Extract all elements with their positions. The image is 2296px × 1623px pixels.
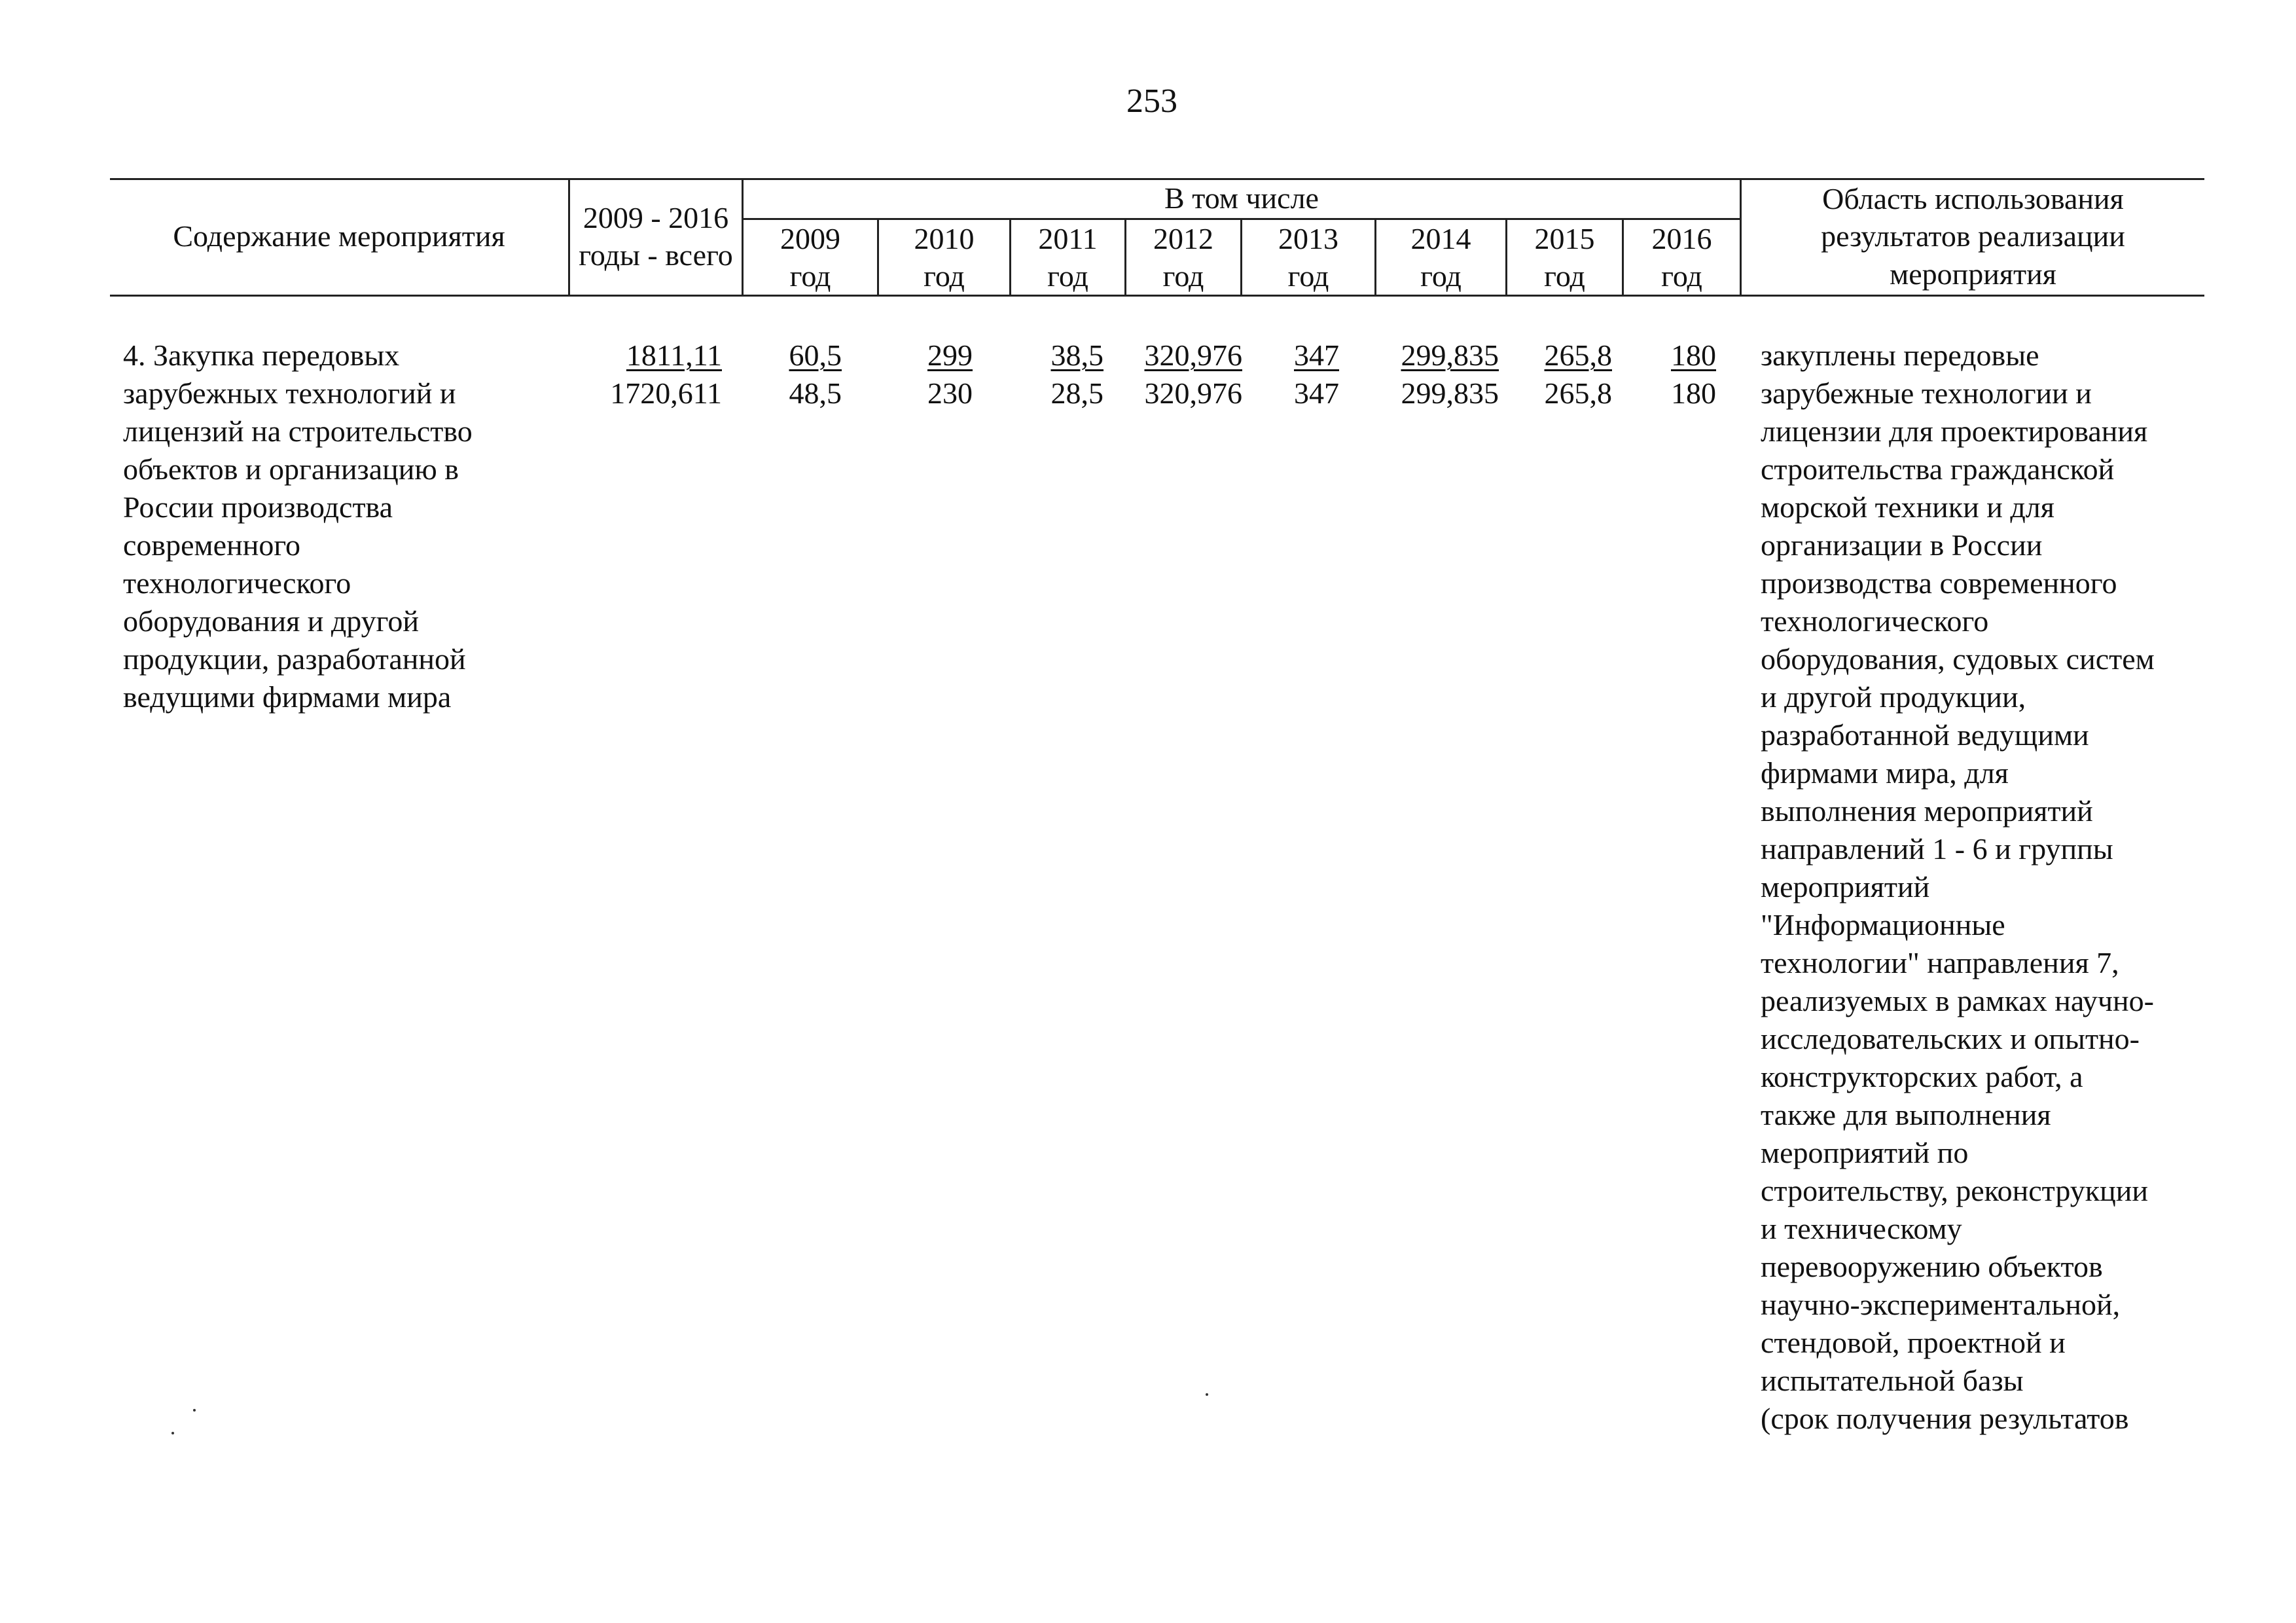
header-area — [1742, 178, 2204, 295]
header-total — [570, 178, 742, 295]
value-2015-bottom: 265,8 — [1544, 376, 1612, 410]
row-area-text — [1761, 337, 2155, 1438]
area-line: выполнения мероприятий — [1761, 794, 2093, 828]
header-year-2014 — [1376, 220, 1505, 295]
year-label: 2011 — [1038, 221, 1098, 255]
header-year-2016 — [1624, 220, 1740, 295]
year-unit: год — [1420, 259, 1462, 293]
area-line: морской техники и для — [1761, 490, 2054, 524]
year-unit: год — [924, 259, 965, 293]
header-content-label: Содержание мероприятия — [173, 219, 505, 253]
value-2013-top: 347 — [1294, 338, 1339, 372]
area-line: также для выполнения — [1761, 1098, 2051, 1131]
row-content-text — [123, 337, 473, 716]
area-line: научно-экспериментальной, — [1761, 1288, 2121, 1321]
value-2011-bottom: 28,5 — [1050, 376, 1103, 410]
header-area-line-3: мероприятия — [1890, 257, 2056, 291]
area-line: (срок получения результатов — [1761, 1402, 2129, 1435]
year-unit: год — [1661, 259, 1702, 293]
area-line: перевооружению объектов — [1761, 1250, 2103, 1283]
value-2014-bottom: 299,835 — [1401, 376, 1499, 410]
area-line: и техническому — [1761, 1212, 1962, 1245]
header-area-line-1: Область использования — [1822, 181, 2124, 215]
year-unit: год — [1544, 259, 1585, 293]
content-line: современного — [123, 528, 301, 562]
value-2013-bottom: 347 — [1294, 376, 1339, 410]
header-year-2010 — [879, 220, 1009, 295]
content-line: лицензий на строительство — [123, 414, 473, 448]
area-line: лицензии для проектирования — [1761, 414, 2148, 448]
value-total-top: 1811,11 — [626, 338, 722, 372]
year-unit: год — [789, 259, 831, 293]
header-year-2015 — [1507, 220, 1622, 295]
year-label: 2010 — [914, 221, 975, 255]
header-year-2012 — [1126, 220, 1240, 295]
scan-speck — [193, 1409, 196, 1412]
header-group-label: В том числе — [1164, 181, 1319, 215]
content-line: России производства — [123, 490, 393, 524]
header-year-2011 — [1011, 220, 1124, 295]
value-total-bottom: 1720,611 — [610, 376, 722, 410]
header-total-line-1: 2009 - 2016 — [583, 200, 729, 234]
table-header-bottom-rule — [110, 295, 2204, 297]
content-line: технологического — [123, 566, 351, 600]
area-line: организации в России — [1761, 528, 2043, 562]
area-line: реализуемых в рамках научно- — [1761, 984, 2154, 1017]
area-line: разработанной ведущими — [1761, 718, 2089, 752]
content-line: оборудования и другой — [123, 604, 419, 638]
content-line: 4. Закупка передовых — [123, 338, 400, 372]
year-unit: год — [1047, 259, 1088, 293]
value-2010-bottom: 230 — [927, 376, 973, 410]
value-2012-bottom: 320,976 — [1144, 376, 1242, 410]
area-line: строительству, реконструкции — [1761, 1174, 2148, 1207]
content-line: ведущими фирмами мира — [123, 680, 452, 714]
year-label: 2016 — [1651, 221, 1712, 255]
area-line: оборудования, судовых систем — [1761, 642, 2155, 676]
area-line: строительства гражданской — [1761, 452, 2115, 486]
content-line: продукции, разработанной — [123, 642, 466, 676]
area-line: технологического — [1761, 604, 1989, 638]
area-line: зарубежные технологии и — [1761, 376, 2092, 410]
scan-speck — [171, 1432, 174, 1434]
content-line: зарубежных технологий и — [123, 376, 456, 410]
year-label: 2014 — [1410, 221, 1471, 255]
area-line: фирмами мира, для — [1761, 756, 2009, 790]
area-line: мероприятий по — [1761, 1136, 1969, 1169]
area-line: направлений 1 - 6 и группы — [1761, 832, 2113, 866]
area-line: мероприятий — [1761, 870, 1930, 903]
value-2015-top: 265,8 — [1544, 338, 1612, 372]
scan-speck — [1206, 1393, 1208, 1396]
header-area-line-2: результатов реализации — [1821, 219, 2125, 253]
value-2009-bottom: 48,5 — [789, 376, 842, 410]
value-2010-top: 299 — [927, 338, 973, 372]
year-unit: год — [1287, 259, 1329, 293]
header-year-2009 — [744, 220, 877, 295]
year-label: 2012 — [1153, 221, 1213, 255]
page-number: 253 — [1126, 82, 1177, 120]
year-unit: год — [1162, 259, 1204, 293]
value-2012-top: 320,976 — [1144, 338, 1242, 372]
header-total-line-2: годы - всего — [579, 238, 733, 272]
value-2016-bottom: 180 — [1671, 376, 1716, 410]
value-2011-top: 38,5 — [1050, 338, 1103, 372]
area-line: технологии" направления 7, — [1761, 946, 2119, 979]
area-line: и другой продукции, — [1761, 680, 2026, 714]
area-line: "Информационные — [1761, 908, 2005, 941]
header-group-in-that-number — [744, 178, 1740, 218]
content-line: объектов и организацию в — [123, 452, 459, 486]
year-label: 2015 — [1534, 221, 1595, 255]
area-line: исследовательских и опытно- — [1761, 1022, 2140, 1055]
area-line: конструкторских работ, а — [1761, 1060, 2083, 1093]
value-2016-top: 180 — [1671, 338, 1716, 372]
value-2009-top: 60,5 — [789, 338, 842, 372]
header-year-2013 — [1242, 220, 1374, 295]
area-line: испытательной базы — [1761, 1364, 2024, 1397]
header-content — [110, 178, 568, 295]
area-line: закуплены передовые — [1761, 338, 2039, 372]
area-line: производства современного — [1761, 566, 2117, 600]
value-2014-top: 299,835 — [1401, 338, 1499, 372]
year-label: 2013 — [1278, 221, 1338, 255]
year-label: 2009 — [780, 221, 840, 255]
area-line: стендовой, проектной и — [1761, 1326, 2066, 1359]
